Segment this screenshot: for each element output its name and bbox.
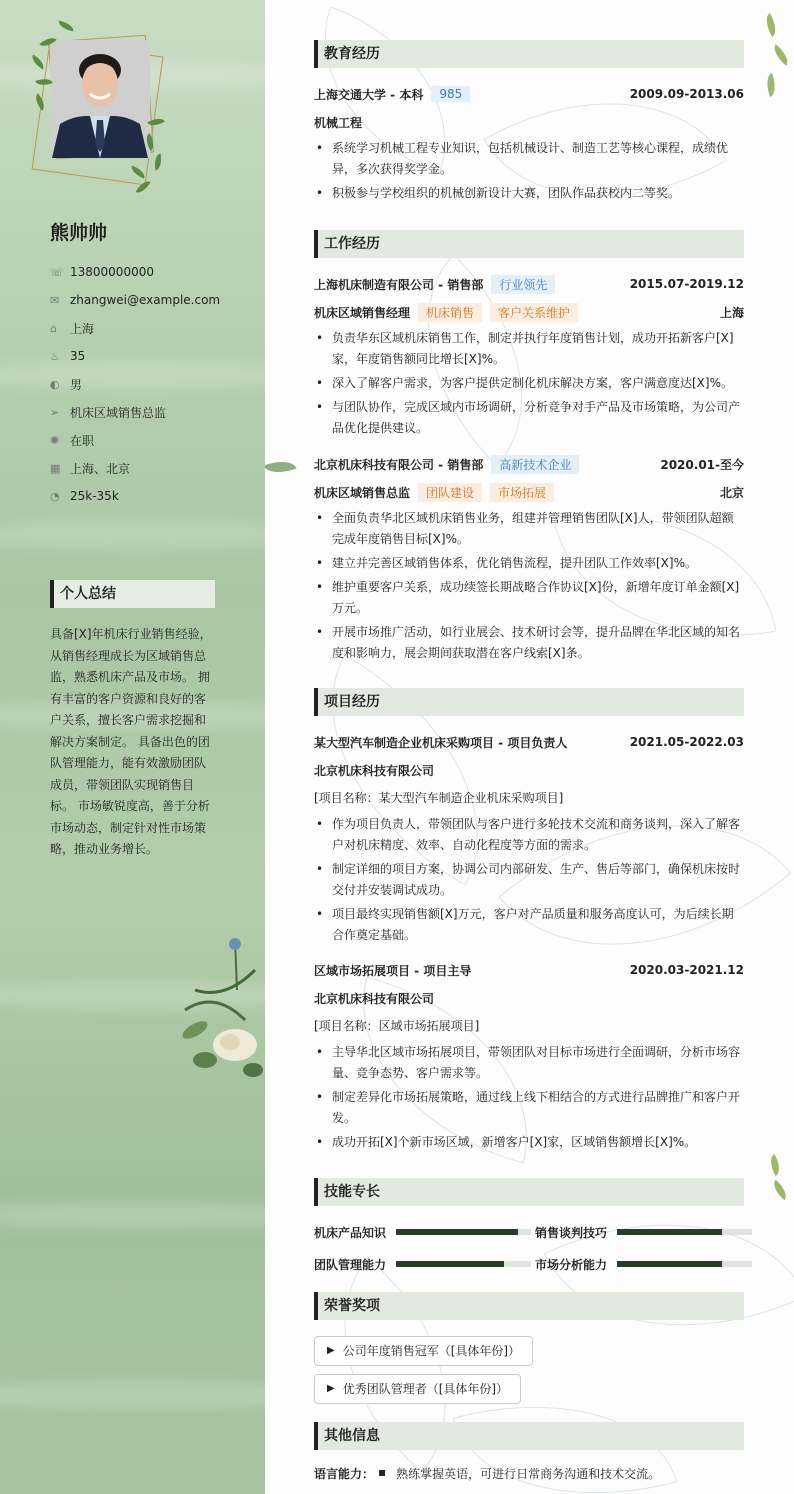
building-icon: ▦ xyxy=(50,461,61,475)
salary-row xyxy=(50,482,250,510)
play-triangle-icon: ▶ xyxy=(327,1345,335,1356)
profile-photo xyxy=(50,40,150,158)
cake-icon: ♨ xyxy=(50,349,60,363)
project-company-row xyxy=(314,760,744,780)
gender-row xyxy=(50,370,250,398)
project-header xyxy=(314,960,744,980)
skills-title: 技能专长 xyxy=(314,1178,744,1206)
list-item: • 制定详细的项目方案，协调公司内部研发、生产、售后等部门，确保机床按时交付并安装调试成功。 xyxy=(314,859,744,901)
candidate-name: 熊帅帅 xyxy=(50,222,108,244)
skill-name: 团队管理能力 xyxy=(314,1257,387,1272)
location-value: 上海 xyxy=(70,321,95,336)
education-period: 2009.09-2013.06 xyxy=(629,87,744,101)
skill-bar xyxy=(396,1261,531,1267)
award-label: 公司年度销售冠军（[具体年份]） xyxy=(342,1344,521,1358)
job-header xyxy=(314,454,744,474)
job-role-row xyxy=(314,302,744,322)
list-item: • 系统学习机械工程专业知识，包括机械设计、制造工艺等核心课程，成绩优异，多次获得奖学金。 xyxy=(314,138,744,180)
skill-bar-fill xyxy=(396,1261,504,1267)
skill-bar-fill xyxy=(617,1261,722,1267)
gender-icon: ◐ xyxy=(50,377,60,391)
language-row xyxy=(314,1465,660,1482)
play-triangle-icon: ▶ xyxy=(327,1383,335,1394)
skill-tag: 团队建设 xyxy=(418,483,482,502)
location-row xyxy=(50,314,250,342)
phone-row xyxy=(50,258,250,286)
status-icon: ✺ xyxy=(50,433,60,447)
list-item: • 开展市场推广活动，如行业展会、技术研讨会等，提升品牌在华北区域的知名度和影响力，展会期间获取潜在客户线索[X]条。 xyxy=(314,622,744,664)
list-item: • 与团队协作，完成区域内市场调研，分析竞争对手产品及市场策略，为公司产品优化提供建议。 xyxy=(314,397,744,439)
company-tag: 行业领先 xyxy=(491,275,555,294)
list-item: • 全面负责华北区域机床销售业务，组建并管理销售团队[X]人，带领团队超额完成年度销售目标[X]%。 xyxy=(314,508,744,550)
school-tag: 985 xyxy=(431,86,470,102)
skill-name: 机床产品知识 xyxy=(314,1225,387,1240)
skill-bar-fill xyxy=(617,1229,722,1235)
gender-value: 男 xyxy=(70,377,83,392)
project-period: 2021.05-2022.03 xyxy=(629,735,744,749)
company-tag: 高新技术企业 xyxy=(491,455,579,474)
job-bullets xyxy=(314,508,744,667)
list-item: • 负责华东区域机床销售工作，制定并执行年度销售计划，成功开拓新客户[X]家，年度销售额同比增长[X]%。 xyxy=(314,328,744,370)
project-label: [项目名称：区域市场拓展项目] xyxy=(314,1019,480,1033)
company-name: 北京机床科技有限公司 - 销售部 xyxy=(314,457,484,472)
summary-title: 个人总结 xyxy=(50,580,215,608)
list-item: • 成功开拓[X]个新市场区域，新增客户[X]家，区域销售额增长[X]%。 xyxy=(314,1132,744,1153)
award-item[interactable] xyxy=(314,1336,533,1366)
work-title: 工作经历 xyxy=(314,230,744,258)
project-company: 北京机床科技有限公司 xyxy=(314,763,435,778)
job-period: 2020.01-至今 xyxy=(660,457,744,472)
avatar xyxy=(30,18,170,198)
language-text: 熟练掌握英语，可进行日常商务沟通和技术交流。 xyxy=(396,1467,661,1481)
project-header xyxy=(314,732,744,752)
list-item: • 积极参与学校组织的机械创新设计大赛，团队作品获校内二等奖。 xyxy=(314,183,744,204)
skill-name: 销售谈判技巧 xyxy=(535,1225,608,1240)
skill-tag: 市场拓展 xyxy=(490,483,554,502)
list-item: • 作为项目负责人，带领团队与客户进行多轮技术交流和商务谈判，深入了解客户对机床精度、效率、自动化程度等方面的需求。 xyxy=(314,814,744,856)
skill-bar-fill xyxy=(396,1229,518,1235)
job-role: 机床区域销售经理 xyxy=(314,305,411,320)
skill-bar xyxy=(396,1229,531,1235)
projects-title: 项目经历 xyxy=(314,688,744,716)
school-name: 上海交通大学 - 本科 xyxy=(314,87,424,102)
job-header xyxy=(314,274,744,294)
project-bullets xyxy=(314,814,744,949)
skill-item xyxy=(535,1254,752,1274)
skill-tag: 机床销售 xyxy=(418,303,482,322)
list-item: • 制定差异化市场拓展策略，通过线上线下相结合的方式进行品牌推广和客户开发。 xyxy=(314,1087,744,1129)
list-item: • 维护重要客户关系，成功续签长期战略合作协议[X]份，新增年度订单金额[X]万元。 xyxy=(314,577,744,619)
send-icon: ➢ xyxy=(50,405,60,419)
salary-value: 25k-35k xyxy=(70,489,119,503)
list-item: • 深入了解客户需求，为客户提供定制化机床解决方案，客户满意度达[X]%。 xyxy=(314,373,744,394)
major: 机械工程 xyxy=(314,115,363,130)
sidebar xyxy=(0,0,265,1494)
skill-name: 市场分析能力 xyxy=(535,1257,608,1272)
company-name: 上海机床制造有限公司 - 销售部 xyxy=(314,277,484,292)
education-bullets xyxy=(314,138,744,207)
mail-icon: ✉ xyxy=(50,293,60,307)
list-item: • 建立并完善区域销售体系，优化销售流程，提升团队工作效率[X]%。 xyxy=(314,553,744,574)
cities-row xyxy=(50,454,250,482)
project-label: [项目名称：某大型汽车制造企业机床采购项目] xyxy=(314,791,564,805)
money-icon: ◔ xyxy=(50,489,60,503)
flower-decoration xyxy=(175,930,265,1090)
education-header xyxy=(314,84,744,104)
skill-item xyxy=(535,1222,752,1242)
home-icon: ⌂ xyxy=(50,321,57,335)
skill-bar xyxy=(617,1229,752,1235)
email-value: zhangwei@example.com xyxy=(70,293,221,307)
award-item[interactable] xyxy=(314,1374,521,1404)
bullet-icon: ▪ xyxy=(378,1465,387,1479)
awards-title: 荣誉奖项 xyxy=(314,1292,744,1320)
project-period: 2020.03-2021.12 xyxy=(629,963,744,977)
status-value: 在职 xyxy=(70,433,95,448)
other-title: 其他信息 xyxy=(314,1422,744,1450)
job-city: 上海 xyxy=(719,305,744,320)
project-company: 北京机床科技有限公司 xyxy=(314,991,435,1006)
age-value: 35 xyxy=(70,349,86,363)
contact-info xyxy=(50,258,250,510)
award-label: 优秀团队管理者（[具体年份]） xyxy=(342,1382,509,1396)
position-row xyxy=(50,398,250,426)
phone-value: 13800000000 xyxy=(70,265,154,279)
project-company-row xyxy=(314,988,744,1008)
list-item: • 项目最终实现销售额[X]万元，客户对产品质量和服务高度认可，为后续长期合作奠定基础。 xyxy=(314,904,744,946)
language-label: 语言能力： xyxy=(314,1467,375,1481)
phone-icon: ☏ xyxy=(50,265,64,279)
project-name: 区域市场拓展项目 - 项目主导 xyxy=(314,963,472,978)
status-row xyxy=(50,426,250,454)
list-item: • 主导华北区域市场拓展项目，带领团队对目标市场进行全面调研，分析市场容量、竞争态势、客户需求等。 xyxy=(314,1042,744,1084)
job-bullets xyxy=(314,328,744,442)
education-title: 教育经历 xyxy=(314,40,744,68)
project-bullets xyxy=(314,1042,744,1156)
project-name: 某大型汽车制造企业机床采购项目 - 项目负责人 xyxy=(314,735,568,750)
position-value: 机床区域销售总监 xyxy=(70,405,167,420)
age-row xyxy=(50,342,250,370)
email-row xyxy=(50,286,250,314)
job-role-row xyxy=(314,482,744,502)
skill-bar xyxy=(617,1261,752,1267)
job-city: 北京 xyxy=(719,485,744,500)
cities-value: 上海、北京 xyxy=(70,461,131,476)
skill-item xyxy=(314,1254,531,1274)
major-row xyxy=(314,112,744,132)
summary-text: 具备[X]年机床行业销售经验，从销售经理成长为区域销售总监，熟悉机床产品及市场。 拥有丰富的客户资源和良好的客户关系，擅长客户需求挖掘和解决方案制定。 具备出色的团队管理能力，能有效激励团队成员，带领团队实现销售目标。 市场敏锐度高，善于分析市场动态，制定针对性市场策略，推动业务增长。 xyxy=(50,627,212,856)
skill-item xyxy=(314,1222,531,1242)
job-period: 2015.07-2019.12 xyxy=(629,277,744,291)
skill-tag: 客户关系维护 xyxy=(490,303,578,322)
job-role: 机床区域销售总监 xyxy=(314,485,411,500)
